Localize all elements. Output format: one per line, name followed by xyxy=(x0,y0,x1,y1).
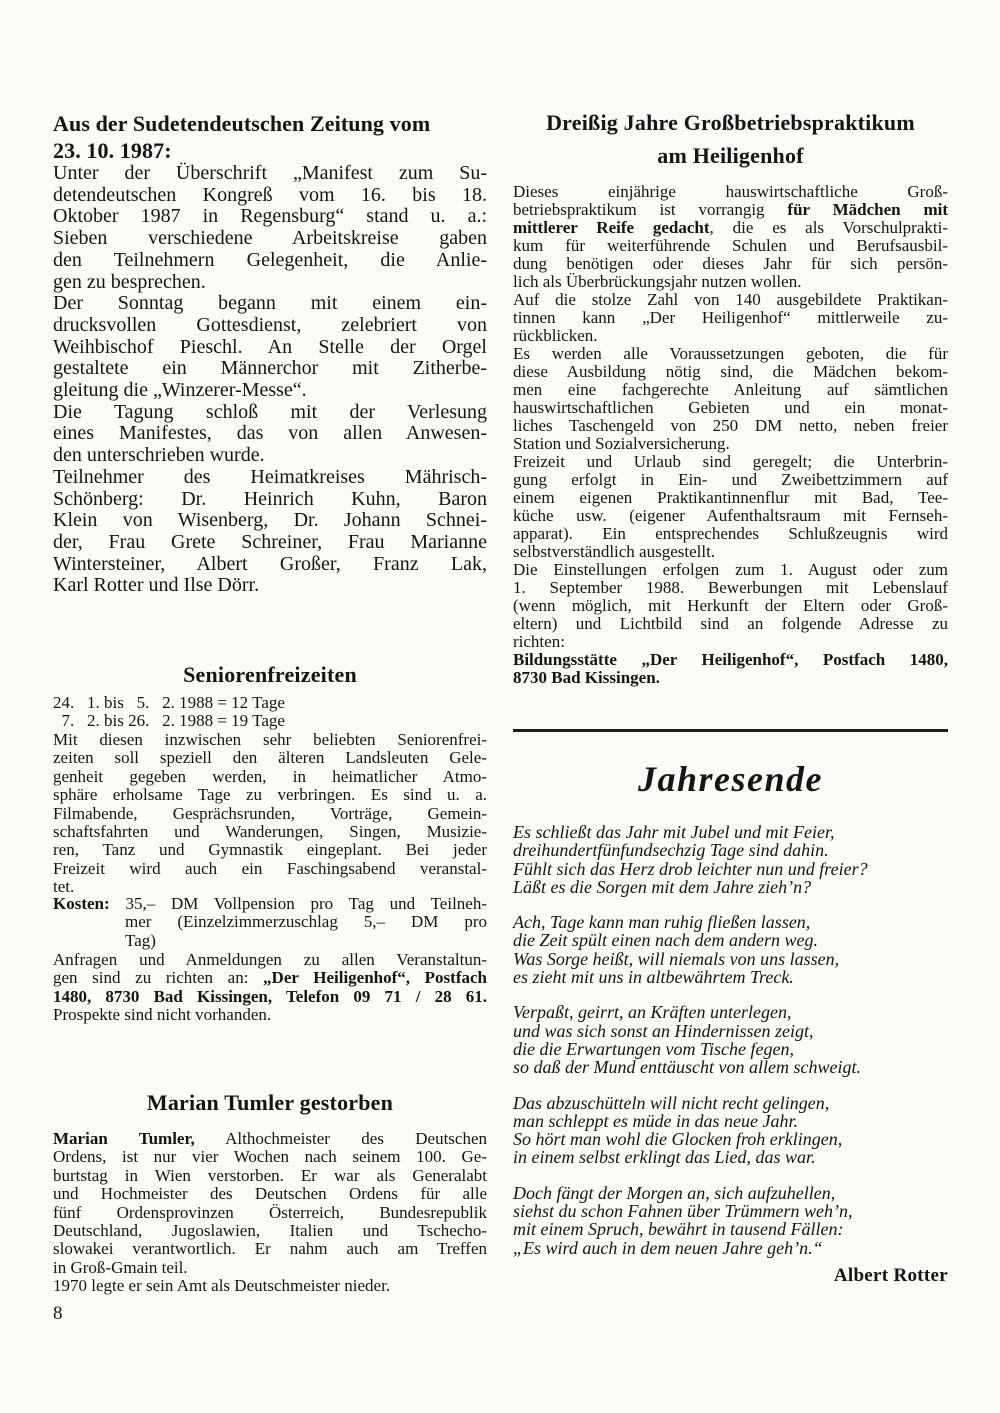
text-line: und was sich sonst an Hindernissen zeigt, xyxy=(513,1020,814,1041)
text-line: Doch fängt der Morgen an, sich aufzuhellen, xyxy=(513,1182,836,1203)
senioren-date-table xyxy=(53,694,487,731)
text-line: man schleppt es müde in das neue Jahr. xyxy=(513,1110,798,1131)
text-line: zeiten soll speziell den älteren Landsleuten Gele- xyxy=(53,748,487,768)
paragraph xyxy=(513,291,948,345)
paragraph xyxy=(513,345,948,453)
text-line: genheit gegeben werden, in heimatlicher Atmo- xyxy=(53,766,487,786)
poem-stanza xyxy=(513,1094,948,1167)
text-line: Freizeit und Urlaub sind geregelt; die Unterbrin- xyxy=(513,452,948,471)
text-line: eines Manifestes, das von allen Anwesen- xyxy=(53,422,487,445)
text-line: Es schließt das Jahr mit Jubel und mit Feier, xyxy=(513,822,835,842)
text-line: Läßt es die Sorgen mit dem Jahre zieh’n? xyxy=(513,876,812,897)
text-line: Teilnehmer des Heimatkreises Mährisch- xyxy=(53,465,487,488)
text-line: Anfragen und Anmeldungen zu allen Veranstaltun- xyxy=(53,950,487,969)
page-number: 8 xyxy=(53,1303,63,1324)
text-line: den Teilnehmern Gelegenheit, die Anlie- xyxy=(53,248,487,271)
paragraph xyxy=(513,453,948,561)
text-line: Die Einstellungen erfolgen zum 1. August oder zum xyxy=(513,560,948,579)
text-line: in einem selbst erklingt das Lied, das war. xyxy=(513,1147,816,1168)
text-line: die die Erwartungen vom Tische fegen, xyxy=(513,1038,794,1059)
text-line: Kosten: 35,– DM Vollpension pro Tag und Teilneh- xyxy=(53,894,487,913)
text-line: gleitung die „Winzerer-Messe“. xyxy=(53,379,307,402)
text-line: drucksvollen Gottesdienst, zelebriert von xyxy=(53,313,487,336)
text-line: Ordens, ist nur vier Wochen nach seinem 100. Ge- xyxy=(53,1147,487,1167)
text-line: am Heiligenhof xyxy=(657,143,804,168)
text-line: Sieben verschiedene Arbeitskreise gaben xyxy=(53,227,487,250)
text-line: sphäre erholsame Tage zu verbringen. Es sind u. a. xyxy=(53,785,487,805)
text-line: Oktober 1987 in Regensburg“ stand u. a.: xyxy=(53,205,487,228)
text-line: apparat). Ein entsprechendes Schlußzeugnis wird xyxy=(513,524,948,543)
senioren-kosten xyxy=(53,895,487,950)
text-line: burtstag in Wien verstorben. Er war als Generalabt xyxy=(53,1165,487,1185)
text-line: einem eigenen Praktikantinnenflur mit Bad, Tee- xyxy=(513,488,948,507)
text-line: 7. 2. bis 26. 2. 1988 = 19 Tage xyxy=(53,711,285,731)
text-line: so daß der Mund enttäuscht von allem schweigt. xyxy=(513,1057,861,1078)
article-zeitung-body xyxy=(53,163,487,597)
senioren-anfragen xyxy=(53,951,487,1025)
text-line: Es werden alle Voraussetzungen geboten, die für xyxy=(513,344,948,363)
poem-author: Albert Rotter xyxy=(833,1265,948,1286)
text-line: Der Sonntag begann mit einem ein- xyxy=(53,292,487,315)
text-line: Das abzuschütteln will nicht recht gelingen, xyxy=(513,1092,830,1113)
text-line: Karl Rotter und Ilse Dörr. xyxy=(53,574,260,597)
text-line: lich als Überbrückungsjahr nutzen wollen. xyxy=(513,272,802,291)
text-line: siehst du schon Fahnen über Trümmern weh’n, xyxy=(513,1201,853,1222)
text-line: rückblicken. xyxy=(513,326,598,345)
text-line: Fühlt sich das Herz drob leichter nun und freier? xyxy=(513,858,868,879)
poem-stanza xyxy=(513,1003,948,1076)
text-line: men eine fachgerechte Anleitung auf sämtlichen xyxy=(513,380,948,399)
text-line: mer (Einzelzimmerzuschlag 5,– DM pro xyxy=(125,912,487,932)
text-line: Was Sorge heißt, will niemals von uns lassen, xyxy=(513,948,840,969)
text-line: Tag) xyxy=(125,930,156,950)
paragraph xyxy=(513,561,948,687)
poem-stanza xyxy=(513,823,948,896)
text-line: selbstverständlich ausgestellt. xyxy=(513,542,716,561)
text-line: richten: xyxy=(513,632,565,651)
text-line: ren, Tanz und Gymnastik eingeplant. Bei jeder xyxy=(53,840,487,860)
text-line: küche usw. (eigener Aufenthaltsraum mit Fernseh- xyxy=(513,506,948,525)
praktikum-heading xyxy=(513,106,948,172)
text-line: die Zeit spült einen nach dem andern weg. xyxy=(513,930,818,951)
jahresende-poem xyxy=(513,823,948,1274)
article-zeitung-heading xyxy=(53,110,487,164)
text-line: mit einem Spruch, bewährt in tausend Fällen: xyxy=(513,1219,844,1240)
section-divider-rule xyxy=(513,729,948,732)
text-line: dung benötigen oder dieses Jahr für sich persön- xyxy=(513,254,948,273)
text-line: Schönberg: Dr. Heinrich Kuhn, Baron xyxy=(53,487,487,510)
text-line: es zieht mit uns in altbewährtem Treck. xyxy=(513,967,794,988)
text-line: tinnen kann „Der Heiligenhof“ mittlerweile zu- xyxy=(513,308,948,327)
text-line: 1970 legte er sein Amt als Deutschmeister nieder. xyxy=(53,1276,391,1296)
senioren-body xyxy=(53,731,487,897)
text-line: 8730 Bad Kissingen. xyxy=(513,668,660,687)
text-line: mittlerer Reife gedacht, die es als Vorschulprakti- xyxy=(513,218,948,237)
text-line: den unterschrieben wurde. xyxy=(53,444,265,467)
text-line: gestaltete ein Männerchor mit Zitherbe- xyxy=(53,357,487,380)
text-line: Deutschland, Jugoslawien, Italien und Tschecho- xyxy=(53,1221,487,1241)
text-line: Bildungsstätte „Der Heiligenhof“, Postfach 1480, xyxy=(513,650,948,669)
text-line: gen zu besprechen. xyxy=(53,270,206,293)
text-line: kum für weiterführende Schulen und Berufsausbil- xyxy=(513,236,948,255)
text-line: der, Frau Grete Schreiner, Frau Marianne xyxy=(53,530,487,553)
text-line: Auf die stolze Zahl von 140 ausgebildete Praktikan- xyxy=(513,290,948,309)
text-line: Ach, Tage kann man ruhig fließen lassen, xyxy=(513,912,811,933)
text-line: 24. 1. bis 5. 2. 1988 = 12 Tage xyxy=(53,693,285,712)
text-line: Dieses einjährige hauswirtschaftliche Groß- xyxy=(513,182,948,201)
text-line: So hört man wohl die Glocken froh erklingen, xyxy=(513,1129,843,1150)
praktikum-body xyxy=(513,183,948,687)
senioren-title: Seniorenfreizeiten xyxy=(183,662,357,687)
paragraph xyxy=(53,467,487,597)
paragraph xyxy=(53,163,487,293)
text-line: in Groß-Gmain teil. xyxy=(53,1257,188,1277)
text-line: gung erfolgt in Ein- und Zweibettzimmern auf xyxy=(513,470,948,489)
text-line: Prospekte sind nicht vorhanden. xyxy=(53,1005,272,1025)
tumler-body xyxy=(53,1130,487,1296)
text-line: Marian Tumler, Althochmeister des Deutschen xyxy=(53,1129,488,1148)
text-line: diese Ausbildung nötig sind, die Mädchen bekom- xyxy=(513,362,948,381)
paragraph xyxy=(53,402,487,467)
text-line: Weihbischof Pieschl. An Stelle der Orgel xyxy=(53,335,487,358)
text-line: tet. xyxy=(53,877,75,897)
text-line: Dreißig Jahre Großbetriebspraktikum xyxy=(546,110,915,135)
text-line: eltern) und Lichtbild sind an folgende Adresse zu xyxy=(513,614,948,633)
paragraph xyxy=(513,183,948,291)
jahresende-title: Jahresende xyxy=(638,759,823,799)
text-line: dreihundertfünfundsechzig Tage sind dahin. xyxy=(513,840,829,861)
text-line: Klein von Wisenberg, Dr. Johann Schnei- xyxy=(53,509,487,532)
text-line: Filmabende, Gesprächsrunden, Vorträge, Gemein- xyxy=(53,803,487,823)
text-line: gen sind zu richten an: „Der Heiligenhof“, Postfach xyxy=(53,968,487,988)
text-line: liches Taschengeld von 250 DM netto, neben freier xyxy=(513,416,948,435)
text-line: betriebspraktikum ist vorrangig für Mädchen mit xyxy=(513,200,949,219)
text-line: „Es wird auch in dem neuen Jahre geh’n.“ xyxy=(513,1237,823,1258)
poem-stanza xyxy=(513,1184,948,1257)
text-line: hauswirtschaftlichen Gebieten und ein monat- xyxy=(513,398,948,417)
text-line: Verpaßt, geirrt, an Kräften unterlegen, xyxy=(513,1002,792,1023)
poem-stanza xyxy=(513,913,948,986)
text-line: Unter der Überschrift „Manifest zum Su- xyxy=(53,162,487,184)
text-line: und Hochmeister des Deutschen Ordens für alle xyxy=(53,1184,487,1204)
paragraph xyxy=(53,293,487,402)
text-line: slowakei verantwortlich. Er nahm auch am Treffen xyxy=(53,1239,487,1259)
tumler-title: Marian Tumler gestorben xyxy=(146,1090,394,1115)
text-line: Die Tagung schloß mit der Verlesung xyxy=(53,400,487,423)
text-line: 1. September 1988. Bewerbungen mit Lebenslauf xyxy=(513,578,948,597)
text-line: Station und Sozialversicherung. xyxy=(513,434,730,453)
text-line: (wenn möglich, mit Herkunft der Eltern oder Groß- xyxy=(513,596,948,615)
text-line: fünf Ordensprovinzen Österreich, Bundesrepublik xyxy=(53,1202,487,1222)
text-line: Freizeit wird auch ein Faschingsabend veranstal- xyxy=(53,858,487,878)
text-line: Mit diesen inzwischen sehr beliebten Seniorenfrei- xyxy=(53,730,487,749)
text-line: schaftsfahrten und Wanderungen, Singen, Musizie- xyxy=(53,822,487,842)
text-line: 1480, 8730 Bad Kissingen, Telefon 09 71 / 28 61. xyxy=(53,986,487,1006)
text-line: 23. 10. 1987: xyxy=(53,138,172,163)
text-line: detendeutschen Kongreß vom 16. bis 18. xyxy=(53,183,487,206)
text-line: Aus der Sudetendeutschen Zeitung vom xyxy=(53,111,431,136)
text-line: Wintersteiner, Albert Großer, Franz Lak, xyxy=(53,552,487,575)
